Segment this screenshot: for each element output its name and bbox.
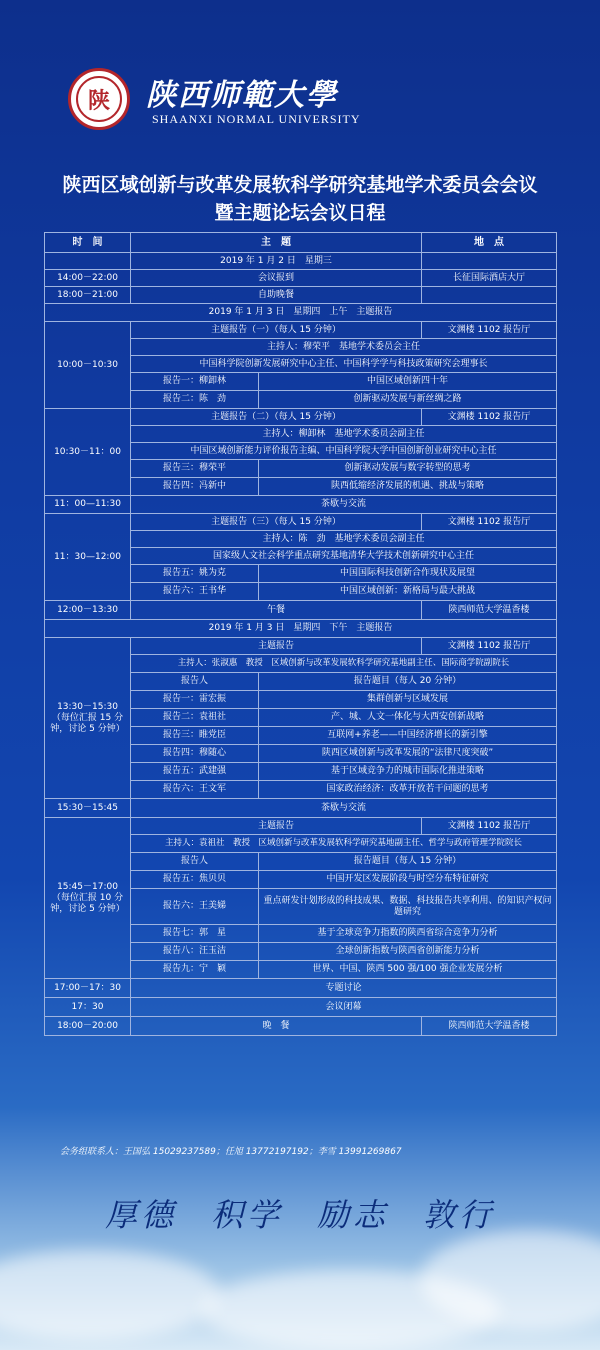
host-cell: 主持人：袁祖社 教授 区域创新与改革发展软科学研究基地副主任、哲学与政府管理学院院长 — [131, 835, 557, 853]
topic-cell: 茶歇与交流 — [131, 496, 557, 514]
time-cell: 15:45－17:00 （每位汇报 10 分钟，讨论 5 分钟） — [45, 818, 131, 979]
motto-word: 厚德 — [104, 1196, 177, 1234]
table-row — [45, 818, 557, 835]
speaker-cell: 报告五：姚为克 — [131, 565, 259, 583]
topic-cell: 会议报到 — [131, 270, 422, 287]
speaker-cell: 报告二：袁祖社 — [131, 709, 259, 727]
day-banner: 2019 年 1 月 3 日 星期四 上午 主题报告 — [45, 304, 557, 322]
header-place: 地 点 — [422, 233, 557, 253]
report-topic: 中国开发区发展阶段与时空分布特征研究 — [259, 871, 557, 889]
speaker-cell: 报告六：王文军 — [131, 781, 259, 799]
report-topic: 国家政治经济：改革开放若干问题的思考 — [259, 781, 557, 799]
table-row — [45, 253, 557, 270]
table-row — [45, 270, 557, 287]
place-cell: 陕西师范大学温香楼 — [422, 1017, 557, 1036]
topic-cell: 茶歇与交流 — [131, 799, 557, 818]
speaker-cell: 报告六：王书华 — [131, 583, 259, 601]
col-speaker-header: 报告人 — [131, 673, 259, 691]
report-topic: 中国国际科技创新合作现状及展望 — [259, 565, 557, 583]
speaker-cell: 报告五：武建强 — [131, 763, 259, 781]
report-topic: 陕西区域创新与改革发展的“法律尺度突破” — [259, 745, 557, 763]
motto-word: 积学 — [210, 1196, 283, 1234]
place-cell: 文渊楼 1102 报告厅 — [422, 409, 557, 426]
table-row — [45, 304, 557, 322]
day-banner: 2019 年 1 月 2 日 星期三 — [131, 253, 422, 270]
host-detail: 中国区域创新能力评价报告主编、中国科学院大学中国创新创业研究中心主任 — [131, 443, 557, 460]
cloud-decoration — [0, 1250, 220, 1340]
table-row — [45, 1017, 557, 1036]
speaker-cell: 报告九：宁 颖 — [131, 961, 259, 979]
host-cell: 主持人：陈 劲 基地学术委员会副主任 — [131, 531, 557, 548]
topic-cell: 午餐 — [131, 601, 422, 620]
page-title: 陕西区域创新与改革发展软科学研究基地学术委员会会议 — [62, 174, 538, 196]
speaker-cell: 报告八：汪玉洁 — [131, 943, 259, 961]
university-name-cn: 陕西师範大學 — [146, 78, 338, 113]
time-cell: 15:30－15:45 — [45, 799, 131, 818]
day-banner: 2019 年 1 月 3 日 星期四 下午 主题报告 — [45, 620, 557, 638]
report-topic: 陕西低缩经济发展的机遇、挑战与策略 — [259, 478, 557, 496]
place-cell: 文渊楼 1102 报告厅 — [422, 818, 557, 835]
report-topic: 集群创新与区域发展 — [259, 691, 557, 709]
time-cell: 10:30－11：00 — [45, 409, 131, 496]
report-topic: 创新驱动发展与数字转型的思考 — [259, 460, 557, 478]
time-cell: 17：30 — [45, 998, 131, 1017]
speaker-cell: 报告七：郭 星 — [131, 925, 259, 943]
topic-cell: 专题讨论 — [131, 979, 557, 998]
topic-cell: 晚 餐 — [131, 1017, 422, 1036]
host-detail: 国家级人文社会科学重点研究基地清华大学技术创新研究中心主任 — [131, 548, 557, 565]
table-row — [45, 322, 557, 339]
host-cell: 主持人：张淑惠 教授 区域创新与改革发展软科学研究基地副主任、国际商学院副院长 — [131, 655, 557, 673]
report-topic: 世界、中国、陕西 500 强/100 强企业发展分析 — [259, 961, 557, 979]
time-cell: 10:00－10:30 — [45, 322, 131, 409]
university-motto — [0, 1190, 600, 1240]
table-row — [45, 287, 557, 304]
speaker-cell: 报告二：陈 劲 — [131, 391, 259, 409]
report-topic: 中国区域创新：新格局与最大挑战 — [259, 583, 557, 601]
time-cell: 11：30—12:00 — [45, 514, 131, 601]
page-subtitle: 暨主题论坛会议日程 — [214, 202, 386, 224]
university-logo — [68, 68, 130, 130]
university-name-en: SHAANXI NORMAL UNIVERSITY — [152, 112, 361, 126]
topic-cell: 自助晚餐 — [131, 287, 422, 304]
contact-info: 会务组联系人：王国弘 15029237589；任旭 13772197192；李雪 13991269867 — [60, 1147, 402, 1157]
table-row — [45, 979, 557, 998]
logo-seal: 陕 — [76, 76, 122, 122]
report-topic: 基于区域竞争力的城市国际化推进策略 — [259, 763, 557, 781]
table-row — [45, 514, 557, 531]
host-detail: 中国科学院创新发展研究中心主任、中国科学学与科技政策研究会理事长 — [131, 356, 557, 373]
speaker-cell: 报告五：焦贝贝 — [131, 871, 259, 889]
place-cell: 文渊楼 1102 报告厅 — [422, 638, 557, 655]
schedule-table — [44, 232, 557, 1036]
report-topic: 产、城、人文一体化与大西安创新战略 — [259, 709, 557, 727]
col-topic-header: 报告题目（每人 20 分钟） — [259, 673, 557, 691]
time-cell: 12:00－13:30 — [45, 601, 131, 620]
session-title: 主题报告（一）（每人 15 分钟） — [131, 322, 422, 339]
time-cell: 14:00－22:00 — [45, 270, 131, 287]
place-cell: 长征国际酒店大厅 — [422, 270, 557, 287]
table-row — [45, 638, 557, 655]
time-cell: 11：00—11:30 — [45, 496, 131, 514]
report-topic: 中国区域创新四十年 — [259, 373, 557, 391]
header-time: 时 间 — [45, 233, 131, 253]
speaker-cell: 报告四：冯新中 — [131, 478, 259, 496]
host-cell: 主持人：穆荣平 基地学术委员会主任 — [131, 339, 557, 356]
header — [0, 62, 600, 134]
table-row — [45, 998, 557, 1017]
table-row — [45, 496, 557, 514]
report-topic: 互联网+养老——中国经济增长的新引擎 — [259, 727, 557, 745]
session-title: 主题报告 — [131, 818, 422, 835]
report-topic: 创新驱动发展与新丝绸之路 — [259, 391, 557, 409]
report-topic: 全球创新指数与陕西省创新能力分析 — [259, 943, 557, 961]
motto-word: 励志 — [317, 1196, 390, 1234]
speaker-cell: 报告一：雷宏振 — [131, 691, 259, 709]
speaker-cell: 报告三：穆荣平 — [131, 460, 259, 478]
session-title: 主题报告 — [131, 638, 422, 655]
table-row — [45, 601, 557, 620]
place-cell: 陕西师范大学温香楼 — [422, 601, 557, 620]
speaker-cell: 报告六：王美娣 — [131, 889, 259, 925]
speaker-cell: 报告三：睢党臣 — [131, 727, 259, 745]
motto-word: 敦行 — [423, 1196, 496, 1234]
place-cell: 文渊楼 1102 报告厅 — [422, 514, 557, 531]
host-cell: 主持人：柳卸林 基地学术委员会副主任 — [131, 426, 557, 443]
time-cell: 18:00－21:00 — [45, 287, 131, 304]
table-row — [45, 409, 557, 426]
table-row — [45, 799, 557, 818]
session-title: 主题报告（二）（每人 15 分钟） — [131, 409, 422, 426]
time-cell: 17:00－17：30 — [45, 979, 131, 998]
time-cell: 18:00－20:00 — [45, 1017, 131, 1036]
speaker-cell: 报告一：柳卸林 — [131, 373, 259, 391]
place-cell: 文渊楼 1102 报告厅 — [422, 322, 557, 339]
col-speaker-header: 报告人 — [131, 853, 259, 871]
report-topic: 重点研发计划形成的科技成果、数据、科技报告共享利用、的知识产权问题研究 — [259, 889, 557, 925]
report-topic: 基于全球竞争力指数的陕西省综合竞争力分析 — [259, 925, 557, 943]
col-topic-header: 报告题目（每人 15 分钟） — [259, 853, 557, 871]
table-header-row — [45, 233, 557, 253]
topic-cell: 会议闭幕 — [131, 998, 557, 1017]
table-row — [45, 620, 557, 638]
time-cell: 13:30－15:30 （每位汇报 15 分钟，讨论 5 分钟） — [45, 638, 131, 799]
speaker-cell: 报告四：穆随心 — [131, 745, 259, 763]
header-topic: 主 题 — [131, 233, 422, 253]
session-title: 主题报告（三）（每人 15 分钟） — [131, 514, 422, 531]
